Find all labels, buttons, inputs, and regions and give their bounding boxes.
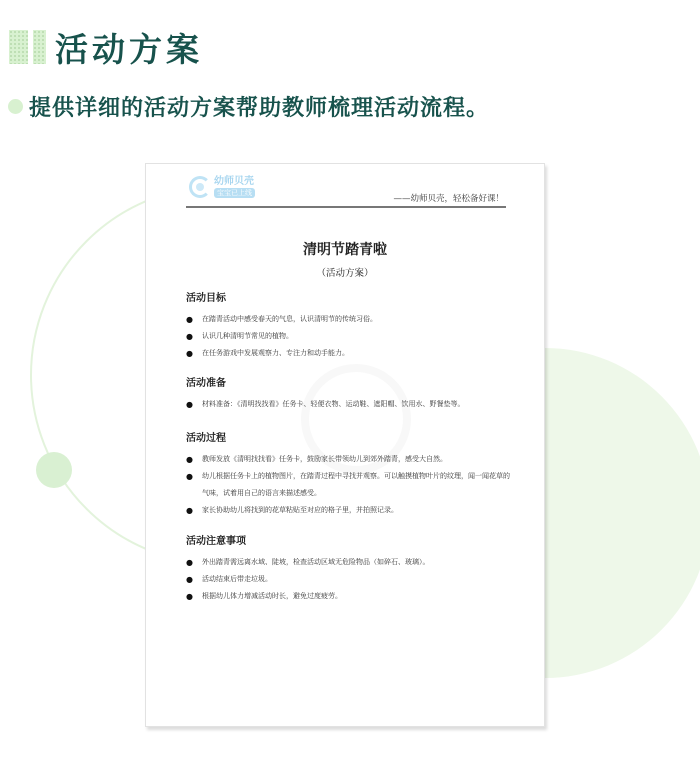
list-item: ● 认识几种清明节常见的植物。 — [186, 328, 511, 345]
document-preview — [145, 163, 545, 727]
bullet-icon: ● — [186, 349, 193, 358]
list-item: ● 家长协助幼儿将找到的花草粘贴至对应的格子里，并拍照记录。 — [186, 502, 511, 519]
shell-logo-icon — [189, 176, 211, 198]
list-item: ● 幼儿根据任务卡上的植物图片，在踏青过程中寻找并观察。可以触摸植物叶片的纹理，闻一闻花草的气味，试着用自己的语言来描述感受。 — [186, 468, 511, 502]
list-item: ● 根据幼儿体力增减活动时长，避免过度疲劳。 — [186, 588, 511, 605]
section-title: 活动准备 — [186, 378, 226, 389]
section-title: 活动注意事项 — [186, 536, 246, 547]
list-item: ● 活动结束后带走垃圾。 — [186, 571, 511, 588]
bullet-icon: ● — [186, 558, 193, 567]
bullet-icon: ● — [186, 592, 193, 601]
list-item: ● 在任务游戏中发展观察力、专注力和动手能力。 — [186, 345, 511, 362]
section-process — [186, 429, 511, 519]
page-title: 活动方案 — [55, 29, 203, 69]
list-item: ● 外出踏青需远离水域、陡坡，检查活动区域无危险物品（如碎石、玻璃）。 — [186, 554, 511, 571]
bullet-icon: ● — [186, 506, 193, 515]
bullet-icon: ● — [186, 315, 193, 324]
section-notes — [186, 532, 511, 605]
decorative-dot — [36, 452, 72, 488]
page-subtitle-row — [8, 91, 489, 122]
logo-name: 幼师贝壳 — [214, 176, 254, 187]
section-title: 活动过程 — [186, 433, 226, 444]
section-goals — [186, 289, 511, 362]
bullet-icon: ● — [186, 575, 193, 584]
bullet-icon: ● — [186, 455, 193, 464]
list-item: ● 在踏青活动中感受春天的气息，认识清明节的传统习俗。 — [186, 311, 511, 328]
bullet-icon: ● — [186, 332, 193, 341]
section-title: 活动目标 — [186, 293, 226, 304]
list-item: ● 教师发放《清明找找看》任务卡，鼓励家长带领幼儿到郊外踏青，感受大自然。 — [186, 451, 511, 468]
document-title: 清明节踏青啦 — [303, 242, 387, 258]
list-item: ● 材料准备：《清明找找看》任务卡、轻便衣物、运动鞋、遮阳帽、饮用水、野餐垫等。 — [186, 396, 511, 413]
slogan: ——幼师贝壳，轻松备好课！ — [393, 194, 504, 204]
bullet-icon: ● — [186, 400, 193, 409]
header-bars-icon — [9, 30, 46, 64]
document-header — [186, 172, 506, 208]
bullet-dot-icon — [8, 99, 23, 114]
bullet-icon: ● — [186, 472, 193, 481]
document-subtitle: （活动方案） — [316, 268, 374, 279]
page-header — [9, 28, 203, 69]
section-preparation — [186, 374, 511, 413]
page-subtitle: 提供详细的活动方案帮助教师梳理活动流程。 — [29, 96, 490, 121]
logo — [189, 176, 255, 198]
logo-tag: 宝宝已上线 — [214, 188, 255, 198]
